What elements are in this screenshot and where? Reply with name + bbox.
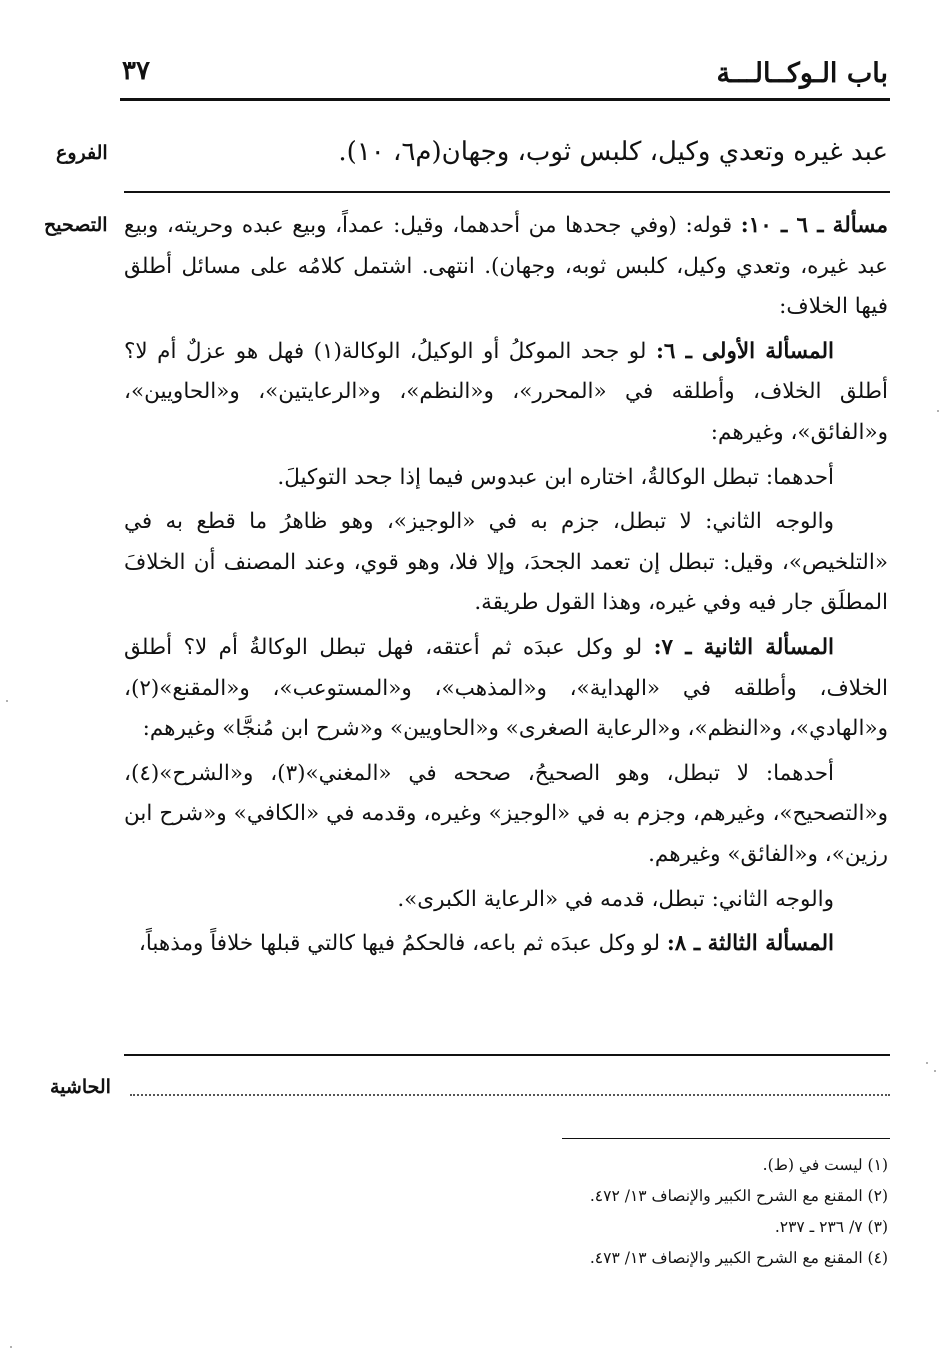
- footnote-3: (٣) ٧/ ٢٣٦ ـ ٢٣٧.: [774, 1218, 888, 1236]
- third-issue-text: لو وكل عبدَه ثم باعه، فالحكمُ فيها كالتي قبلها خلافاً ومذهباً،: [138, 931, 667, 957]
- scan-speck: [937, 410, 939, 412]
- paragraph-issue: [124, 206, 888, 328]
- scan-speck: [6, 700, 8, 702]
- paragraph-second-issue-first-view: أحدهما: لا تبطل، وهو الصحيحُ، صححه في «المغني»(٣)، و«الشرح»(٤)، و«التصحيح»، وغيرهم، وجزم به في «الوجيز» وغيره، وقدمه في «الكافي» و«شرح ابن رزين»، و«الفائق» وغيرهم.: [124, 760, 888, 867]
- paragraph-second-view: والوجه الثاني: لا تبطل، جزم به في «الوجيز»، وهو ظاهرُ ما قطع به في «التلخيص»، وقيل: تبطل إن تعمد الجحدَ، وإلا فلا، وهو قوي، وعند المصنف أن الخلافَ المطلَق جار فيه وفي غيره، وهذا القول طريقة.: [124, 509, 888, 616]
- scan-speck: [926, 1062, 928, 1064]
- tashih-body: [124, 206, 888, 965]
- first-issue-heading: المسألة الأولى ـ ٦:: [655, 338, 835, 364]
- header-rule: [120, 98, 890, 101]
- section-divider-bottom: [124, 1054, 890, 1056]
- paragraph-first-issue: [124, 332, 888, 454]
- chapter-title: باب الـوكــالـــة: [716, 58, 888, 89]
- footnote-4: (٤) المقنع مع الشرح الكبير والإنصاف ١٣/ ٤٧٣.: [589, 1249, 888, 1267]
- paragraph-third-issue: [124, 924, 888, 965]
- furu-text: عبد غيره وتعدي وكيل، كلبس ثوب، وجهان(م٦، ١٠).: [338, 137, 888, 167]
- second-issue-heading: المسألة الثانية ـ ٧:: [653, 634, 834, 660]
- first-issue-text: لو جحد الموكلُ أو الوكيلُ، الوكالة(١) فهل هو عزلٌ أم لا؟ أطلق الخلاف، وأطلقه في «المحرر»، و«النظم»، و«الرعايتين»، و«الحاويين»، و«الفائق»، وغيرهم:: [124, 338, 888, 445]
- side-label-hashiya: الحاشية: [50, 1076, 111, 1098]
- scan-speck: [934, 1070, 936, 1072]
- issue-text: قوله: (وفي جحدها من أحدهما، وقيل: عمداً، وبيع عبده وحريته، وبيع عبد غيره، وتعدي وكيل، كلبس ثوبه، وجهان). انتهى. اشتمل كلامُه على مسائل أطلق فيها الخلاف:: [124, 213, 888, 320]
- paragraph-second-issue-second-view: والوجه الثاني: تبطل، قدمه في «الرعاية الكبرى».: [397, 886, 834, 912]
- hashiya-dotted-line: [130, 1094, 890, 1096]
- side-label-tashih: التصحيح: [44, 214, 108, 236]
- page-number: ٣٧: [122, 56, 150, 86]
- section-divider: [124, 191, 890, 193]
- footnotes: [288, 1150, 888, 1274]
- paragraph-first-view: أحدهما: تبطل الوكالةُ، اختاره ابن عبدوس فيما إذا جحد التوكيلَ.: [277, 464, 834, 490]
- issue-heading: مسألة ـ ٦ ـ ١٠:: [740, 213, 889, 238]
- footnote-2: (٢) المقنع مع الشرح الكبير والإنصاف ١٣/ ٤٧٢.: [589, 1187, 888, 1205]
- second-issue-text: لو وكل عبدَه ثم أعتقه، فهل تبطل الوكالةُ أم لا؟ أطلق الخلاف، وأطلقه في «الهداية»، و«المذهب»، و«المستوعب»، و«المقنع»(٢)، و«الهادي»، و«النظم»، و«الرعاية الصغرى» و«الحاويين» و«شرح ابن مُنجَّا» وغيرهم:: [124, 634, 888, 742]
- third-issue-heading: المسألة الثالثة ـ ٨:: [666, 931, 834, 957]
- footnote-rule: [562, 1138, 890, 1139]
- scan-speck: [10, 1346, 12, 1348]
- paragraph-second-issue: [124, 628, 888, 750]
- footnote-1: (١) ليست في (ط).: [762, 1156, 888, 1174]
- side-label-furu: الفروع: [56, 142, 108, 164]
